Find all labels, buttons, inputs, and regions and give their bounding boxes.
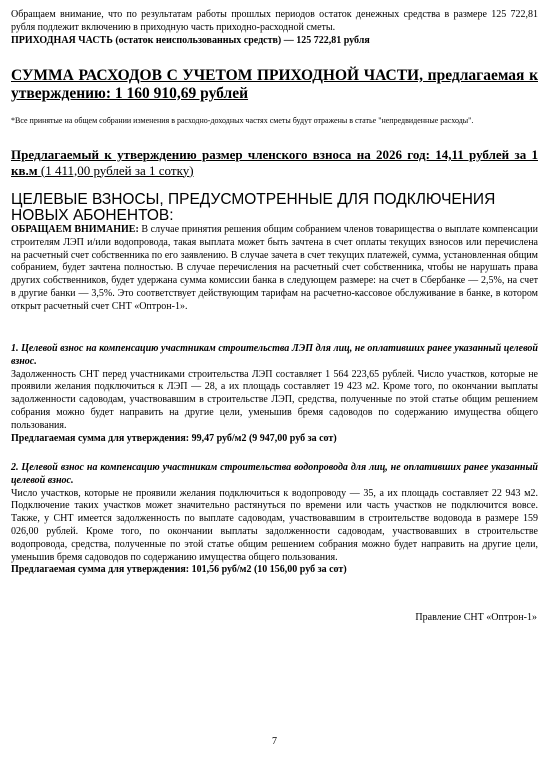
item2-sum: Предлагаемая сумма для утверждения: 101,56 руб/м2 (10 156,00 руб за сот) xyxy=(11,564,347,576)
expenses-footnote: *Все принятые на общем собрании изменения в расходно-доходных частях сметы будут отражены в статье "непредвиденные расходы". xyxy=(11,116,474,125)
fee-heading xyxy=(11,147,538,178)
intro-section xyxy=(11,9,538,47)
fee-extra: (1 411,00 рублей за 1 сотку) xyxy=(40,162,194,178)
item1-body: Задолженность СНТ перед участниками строительства ЛЭП составляет 1 564 223,65 рублей. Число участков, которые не проявили желания подключиться к ЛЭП — 28, а их площадь составляет 19 423 м2. Кроме того, по окончании выплаты задолженности садоводам, участвовавшим в строительстве ЛЭП, средства, полученные по этой статье общим решением собрания можно будет направить на другие цели, уменьшив бремя садоводов по содержанию имущества общего пользования. xyxy=(11,368,538,431)
page-number: 7 xyxy=(272,736,277,747)
intro-paragraph: Обращаем внимание, что по результатам работы прошлых периодов остаток денежных средства в размере 125 722,81 рубля подлежит включению в приходную часть приходно-расходной сметы. xyxy=(11,9,538,33)
targeted-section xyxy=(11,192,538,314)
item1-sum: Предлагаемая сумма для утверждения: 99,47 руб/м2 (9 947,00 руб за сот) xyxy=(11,432,337,444)
fee-main: Предлагаемый к утверждению размер членского взноса на 2026 год: 14,11 рублей за 1 кв.м xyxy=(11,147,538,178)
item1-section xyxy=(11,343,538,445)
attention-label: ОБРАЩАЕМ ВНИМАНИЕ: xyxy=(11,224,139,235)
attention-text: В случае принятия решения общим собранием членов товарищества о выплате компенсации строителям ЛЭП и/или водопровода, такая выплата может быть зачтена в счет оплаты текущих взносов или перечислена на расчетный счет собственника по его заявлению. В случае зачета в счет текущих платежей, сумма, установленная общим собранием, будет зачтена полностью. В случае перечисления на расчетный счет собственника, чтобы не нарушать права других собственников, будет удержана сумма комиссии банка в следующем размере: на счет в Сбербанке — 2,5%, на счет в другие банки — 3,5%. Это соответствует действующим тарифам на расчетно-кассовое обслуживание в банке, в котором открыт расчетный счет СНТ «Оптрон-1». xyxy=(11,224,538,312)
expenses-section xyxy=(11,67,538,126)
expenses-heading: СУММА РАСХОДОВ С УЧЕТОМ ПРИХОДНОЙ ЧАСТИ, предлагаемая к утверждению: 1 160 910,69 рублей xyxy=(11,67,538,102)
item2-section xyxy=(11,462,538,577)
item2-title: 2. Целевой взнос на компенсацию участникам строительства водопровода для лиц, не оплативших ранее указанный целевой взнос. xyxy=(11,462,538,486)
item2-body: Число участков, которые не проявили желания подключиться к водопроводу — 35, а их площадь составляет 22 943 м2. Подключение таких участков может значительно растянуться по времени или часть участков не подключится вовсе. Также, у СНТ имеется задолженность по выплате садоводам, участвовавшим в строительстве водовода в размере 159 026,00 рублей. Кроме того, по окончании выплаты задолженности садоводам, участвовавших в строительстве водопровода, средства, полученные по этой статье общим решением собрания можно будет направить на другие цели, уменьшив бремя садоводов по содержанию имущества общего пользования. xyxy=(11,487,538,563)
item1-title: 1. Целевой взнос на компенсацию участникам строительства ЛЭП для лиц, не оплативших ранее указанный целевой взнос. xyxy=(11,343,538,367)
targeted-title: ЦЕЛЕВЫЕ ВЗНОСЫ, ПРЕДУСМОТРЕННЫЕ ДЛЯ ПОДКЛЮЧЕНИЯ НОВЫХ АБОНЕНТОВ: xyxy=(11,191,496,224)
income-line: ПРИХОДНАЯ ЧАСТЬ (остаток неиспользованных средств) — 125 722,81 рубля xyxy=(11,34,370,46)
attention-paragraph xyxy=(11,224,538,314)
fee-section xyxy=(11,147,538,178)
signature: Правление СНТ «Оптрон-1» xyxy=(415,612,537,623)
